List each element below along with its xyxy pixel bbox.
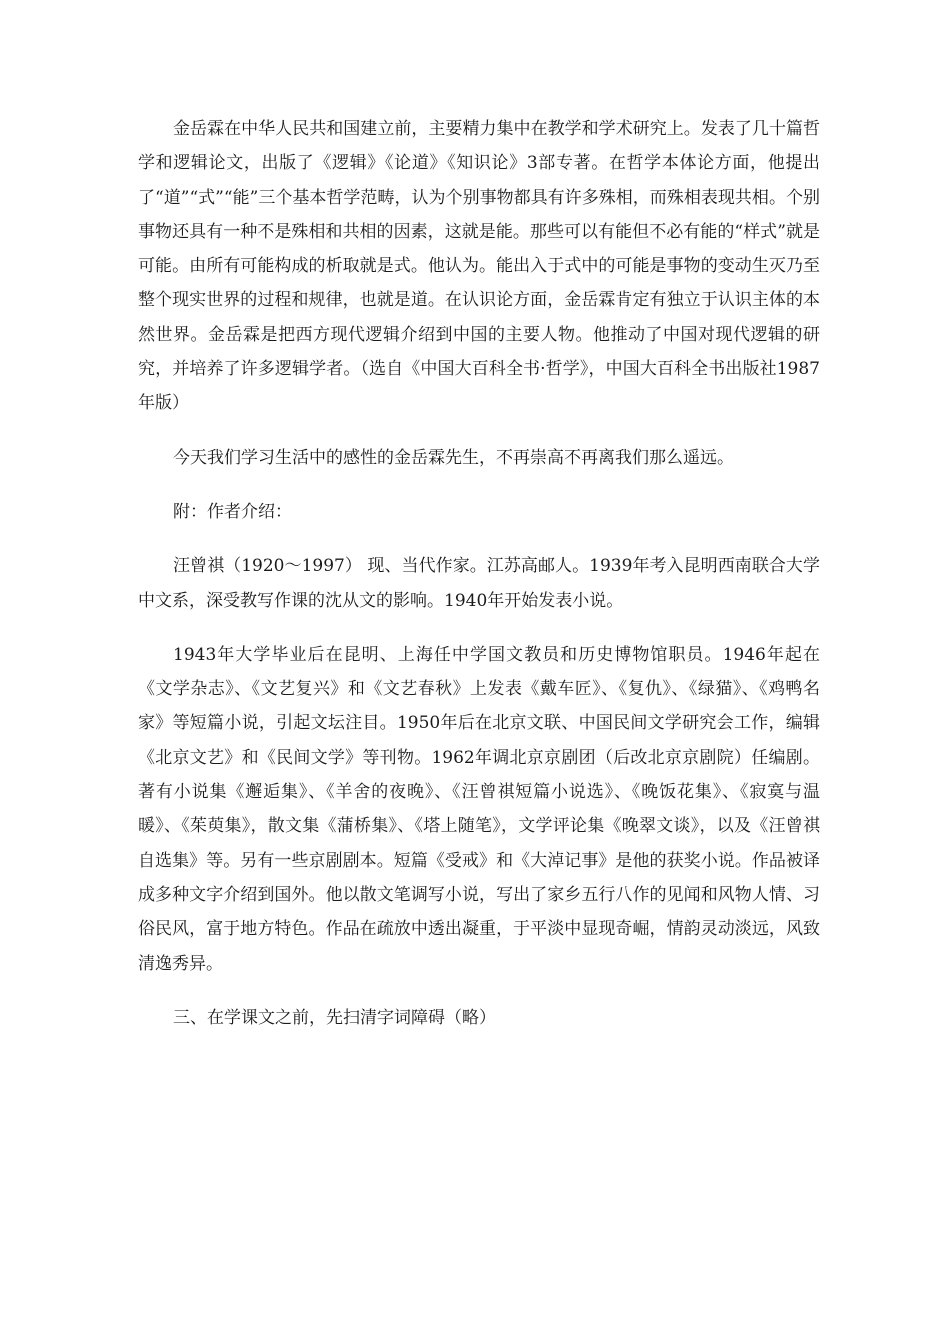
- document-body: [138, 112, 820, 1035]
- paragraph-author-intro: 汪曾祺（1920～1997） 现、当代作家。江苏高邮人。1939年考入昆明西南联合大学中文系，深受教写作课的沈从文的影响。1940年开始发表小说。: [138, 556, 820, 611]
- paragraph-section-three: 三、在学课文之前，先扫清字词障碍（略）: [173, 1007, 496, 1028]
- paragraph-appendix-heading: 附：作者介绍：: [173, 501, 292, 522]
- paragraph-jin-yuelin-bio: 金岳霖在中华人民共和国建立前，主要精力集中在教学和学术研究上。发表了几十篇哲学和逻辑论文，出版了《逻辑》《论道》《知识论》3部专著。在哲学本体论方面，他提出了“道”“式”“能”三个基本哲学范畴，认为个别事物都具有许多殊相，而殊相表现共相。个别事物还具有一种不是殊相和共相的因素，这就是能。那些可以有能但不必有能的“样式”就是可能。由所有可能构成的析取就是式。他认为。能出入于式中的可能是事物的变动生灭乃至整个现实世界的过程和规律，也就是道。在认识论方面，金岳霖肯定有独立于认识主体的本然世界。金岳霖是把西方现代逻辑介绍到中国的主要人物。他推动了中国对现代逻辑的研究，并培养了许多逻辑学者。（选自《中国大百科全书·哲学》，中国大百科全书出版社1987年版）: [138, 119, 820, 414]
- paragraph-author-career: 1943年大学毕业后在昆明、上海任中学国文教员和历史博物馆职员。1946年起在《文学杂志》、《文艺复兴》和《文艺春秋》上发表《戴车匠》、《复仇》、《绿猫》、《鸡鸭名家》等短篇小说，引起文坛注目。1950年后在北京文联、中国民间文学研究会工作，编辑《北京文艺》和《民间文学》等刊物。1962年调北京京剧团（后改北京京剧院）任编剧。著有小说集《邂逅集》、《羊舍的夜晚》、《汪曾祺短篇小说选》、《晚饭花集》、《寂寞与温暖》、《茱萸集》，散文集《蒲桥集》、《塔上随笔》，文学评论集《晚翠文谈》，以及《汪曾祺自选集》等。另有一些京剧剧本。短篇《受戒》和《大淖记事》是他的获奖小说。作品被译成多种文字介绍到国外。他以散文笔调写小说，写出了家乡五行八作的见闻和风物人情、习俗民风，富于地方特色。作品在疏放中透出凝重，于平淡中显现奇崛，情韵灵动淡远，风致清逸秀异。: [138, 644, 820, 974]
- paragraph-closing-remark: 今天我们学习生活中的感性的金岳霖先生，不再崇高不再离我们那么遥远。: [173, 447, 734, 468]
